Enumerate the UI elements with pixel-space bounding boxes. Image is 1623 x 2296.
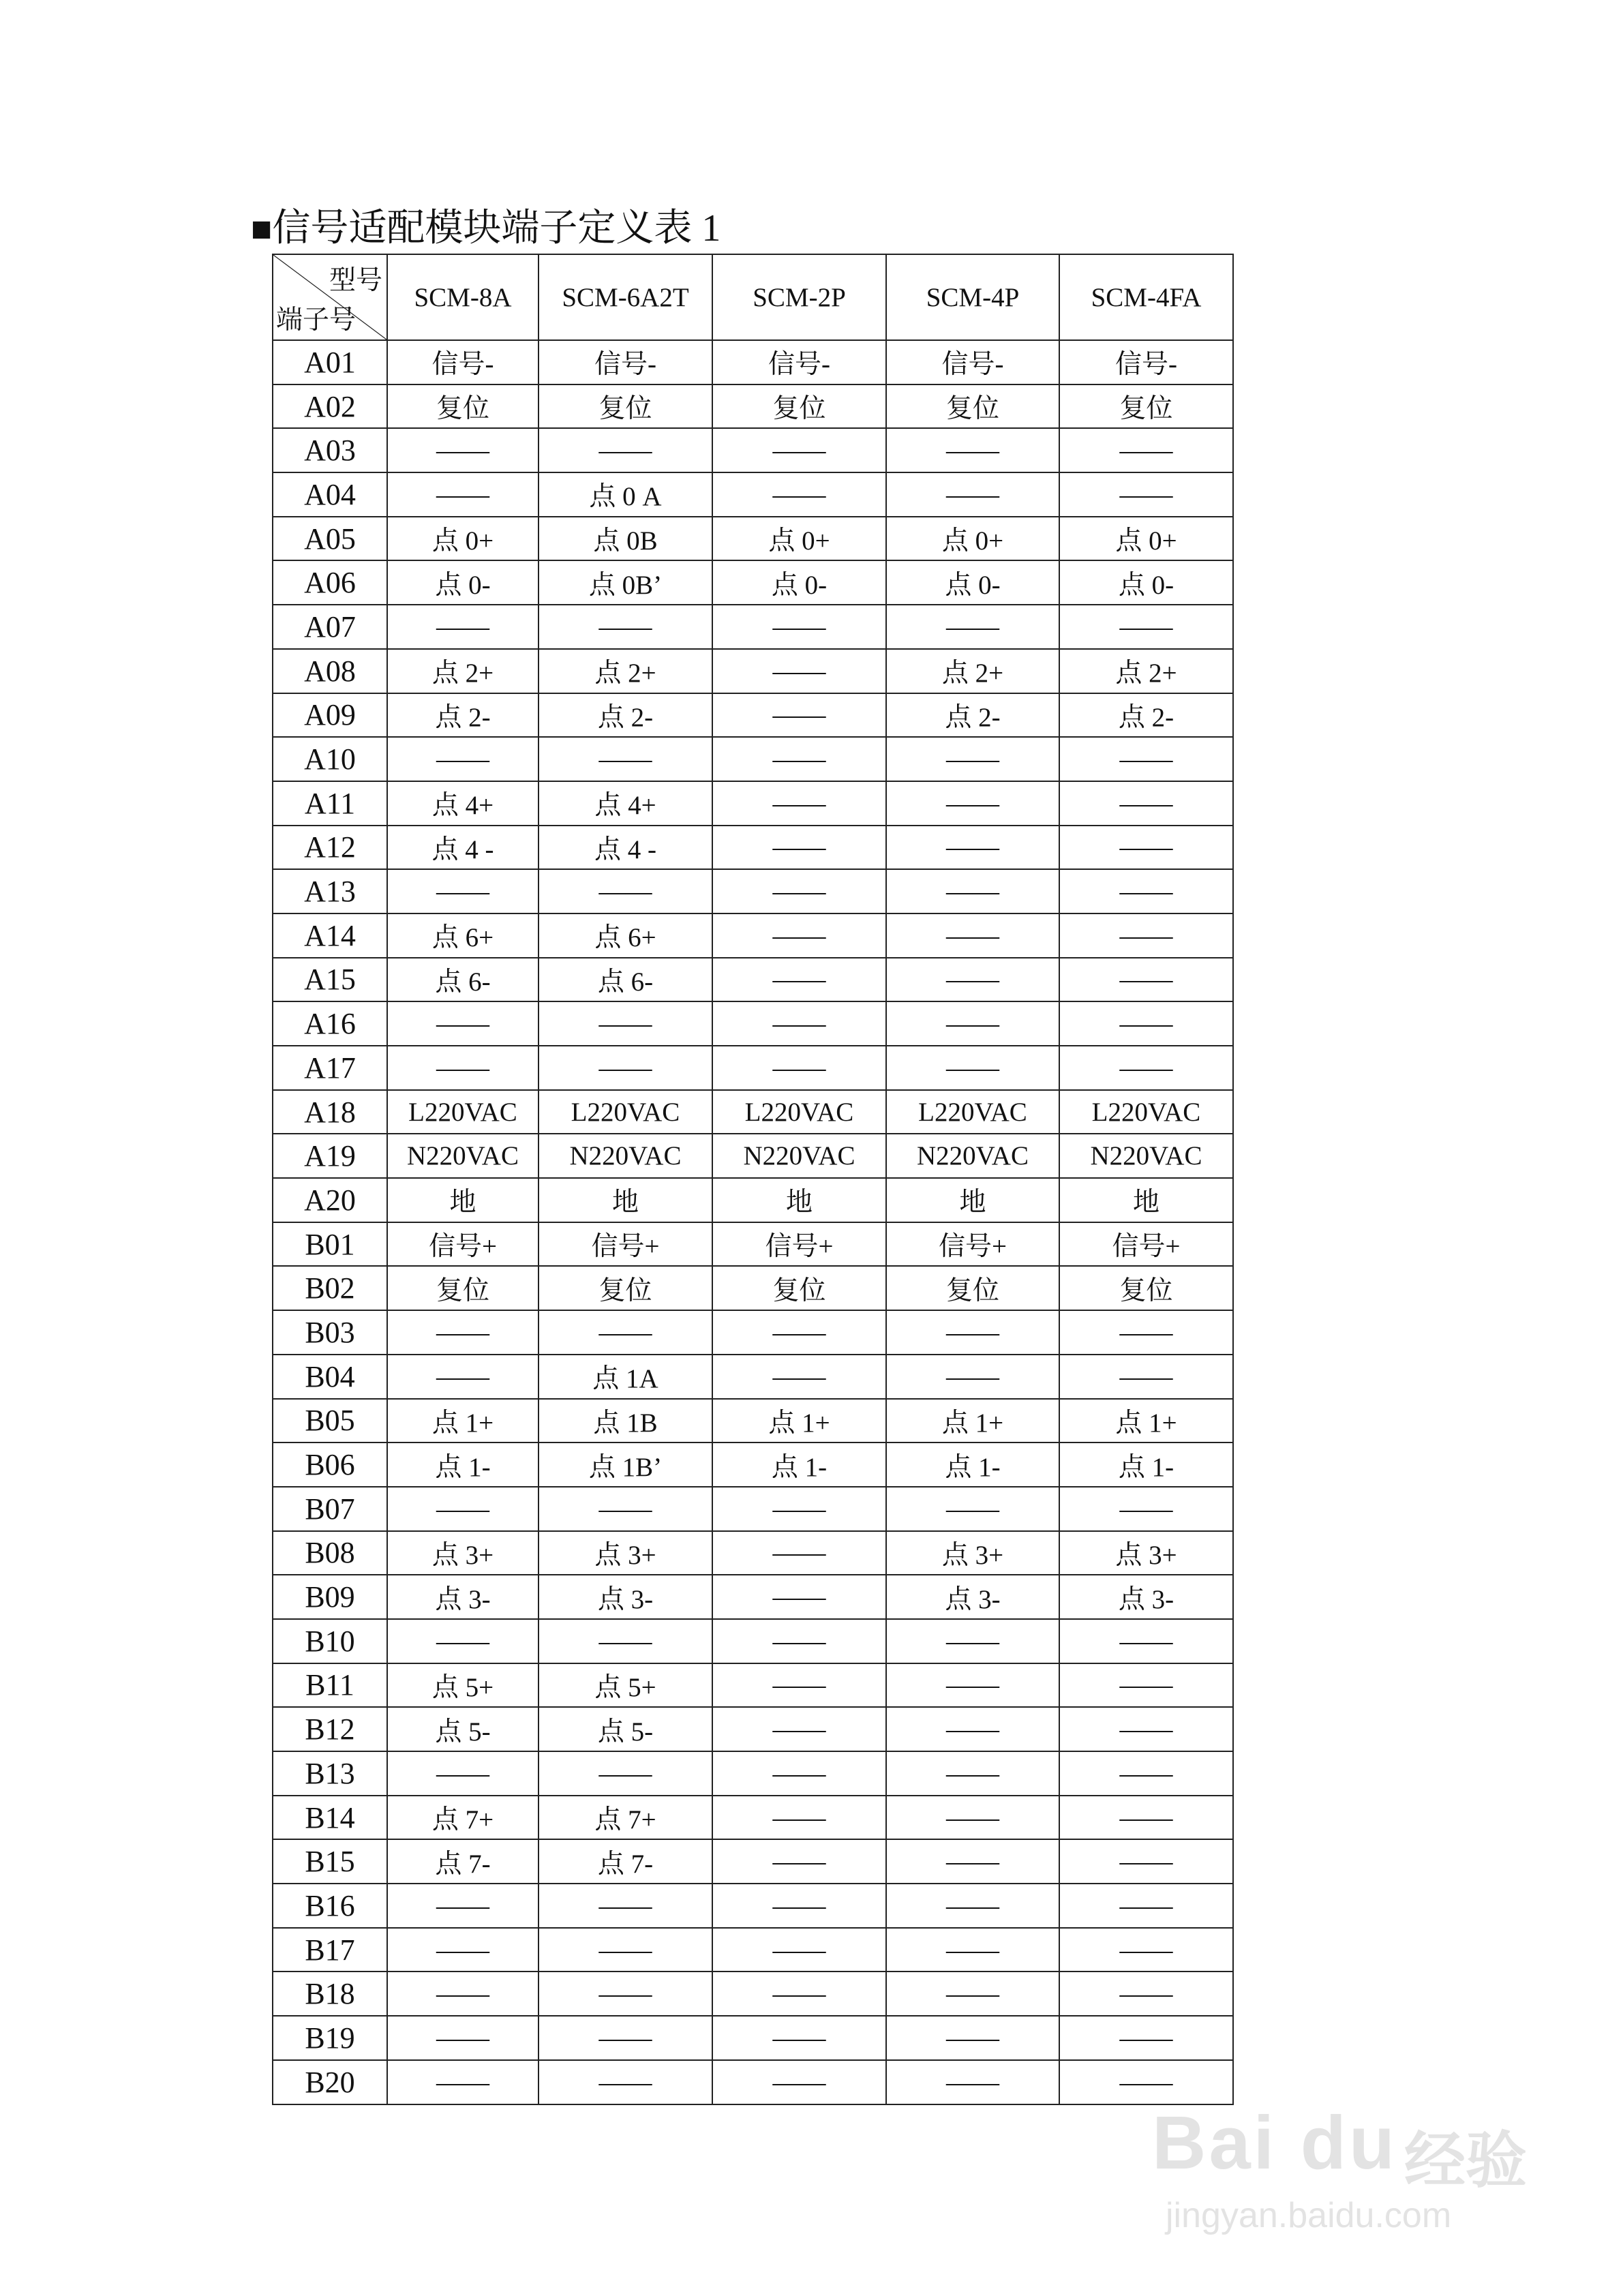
table-cell: 信号- <box>886 340 1059 384</box>
model-header: SCM-4P <box>886 254 1059 340</box>
table-cell: 信号- <box>1059 340 1233 384</box>
table-cell: 点 3+ <box>886 1531 1059 1575</box>
table-cell: 点 1B <box>539 1399 712 1443</box>
table-cell: —— <box>886 1619 1059 1663</box>
table-cell: —— <box>886 1839 1059 1884</box>
table-cell: 复位 <box>387 384 539 429</box>
table-cell: —— <box>1059 1663 1233 1708</box>
table-row <box>273 1796 1233 1840</box>
terminal-label: B01 <box>273 1222 387 1267</box>
table-cell: 点 0- <box>712 560 886 605</box>
table-cell: —— <box>712 428 886 472</box>
table-cell: —— <box>886 1972 1059 2016</box>
table-cell: L220VAC <box>539 1090 712 1134</box>
table-cell: —— <box>1059 428 1233 472</box>
table-cell: —— <box>387 1751 539 1796</box>
table-cell: —— <box>712 826 886 870</box>
terminal-label: B15 <box>273 1839 387 1884</box>
table-cell: —— <box>712 1796 886 1840</box>
table-cell: —— <box>712 1046 886 1090</box>
table-cell: 点 2- <box>387 693 539 738</box>
table-cell: 点 7- <box>539 1839 712 1884</box>
table-cell: —— <box>712 1575 886 1619</box>
table-cell: 点 2+ <box>539 649 712 693</box>
table-cell: —— <box>1059 605 1233 649</box>
table-row <box>273 1619 1233 1663</box>
table-cell: —— <box>1059 1619 1233 1663</box>
table-cell: —— <box>886 1663 1059 1708</box>
terminal-label: B18 <box>273 1972 387 2016</box>
table-cell: —— <box>886 1310 1059 1355</box>
table-cell: 点 1- <box>712 1442 886 1487</box>
table-cell: —— <box>539 1884 712 1928</box>
table-cell: 点 0- <box>886 560 1059 605</box>
table-cell: 点 1A <box>539 1355 712 1399</box>
table-cell: —— <box>1059 1046 1233 1090</box>
table-cell: 点 4 - <box>539 826 712 870</box>
table-cell: 地 <box>539 1178 712 1222</box>
table-row <box>273 913 1233 958</box>
table-cell: —— <box>886 958 1059 1002</box>
table-cell: —— <box>539 1751 712 1796</box>
table-cell: —— <box>886 1001 1059 1046</box>
table-cell: 复位 <box>886 384 1059 429</box>
table-cell: 点 3+ <box>387 1531 539 1575</box>
table-cell: 复位 <box>387 1266 539 1310</box>
table-cell: —— <box>712 1619 886 1663</box>
table-row <box>273 472 1233 517</box>
table-cell: 点 2- <box>886 693 1059 738</box>
watermark-url: jingyan.baidu.com <box>1166 2196 1452 2235</box>
table-cell: 复位 <box>539 384 712 429</box>
table-cell: —— <box>1059 1839 1233 1884</box>
table-cell: 点 3+ <box>539 1531 712 1575</box>
terminal-label: B16 <box>273 1884 387 1928</box>
table-cell: 地 <box>712 1178 886 1222</box>
table-cell: 复位 <box>1059 384 1233 429</box>
table-cell: —— <box>539 605 712 649</box>
table-cell: 点 2+ <box>1059 649 1233 693</box>
table-cell: 点 5+ <box>539 1663 712 1708</box>
table-cell: —— <box>387 1928 539 1972</box>
table-cell: 点 1B’ <box>539 1442 712 1487</box>
table-row <box>273 1972 1233 2016</box>
terminal-label: B06 <box>273 1442 387 1487</box>
table-cell: —— <box>539 428 712 472</box>
terminal-label: A20 <box>273 1178 387 1222</box>
table-cell: 点 1- <box>1059 1442 1233 1487</box>
table-cell: —— <box>886 737 1059 781</box>
terminal-label: A15 <box>273 958 387 1002</box>
table-cell: —— <box>1059 781 1233 826</box>
table-cell: 点 2- <box>539 693 712 738</box>
table-cell: 点 0+ <box>886 517 1059 561</box>
table-row <box>273 384 1233 429</box>
table-cell: —— <box>712 1001 886 1046</box>
table-cell: —— <box>1059 1751 1233 1796</box>
table-cell: 复位 <box>1059 1266 1233 1310</box>
table-cell: —— <box>1059 2016 1233 2060</box>
terminal-label: B11 <box>273 1663 387 1708</box>
table-cell: —— <box>539 1487 712 1531</box>
table-cell: —— <box>712 737 886 781</box>
terminal-label: A05 <box>273 517 387 561</box>
table-row <box>273 1487 1233 1531</box>
table-cell: 点 7- <box>387 1839 539 1884</box>
table-row <box>273 1266 1233 1310</box>
header-row <box>273 254 1233 340</box>
terminal-label: A07 <box>273 605 387 649</box>
table-row <box>273 1178 1233 1222</box>
table-cell: 点 1- <box>886 1442 1059 1487</box>
table-cell: —— <box>387 737 539 781</box>
title-text: 信号适配模块端子定义表 1 <box>272 207 721 250</box>
terminal-label: B04 <box>273 1355 387 1399</box>
terminal-label: A08 <box>273 649 387 693</box>
table-cell: —— <box>886 1707 1059 1751</box>
table-cell: —— <box>712 1707 886 1751</box>
table-cell: N220VAC <box>387 1134 539 1178</box>
table-cell: 地 <box>387 1178 539 1222</box>
terminal-label: A19 <box>273 1134 387 1178</box>
table-cell: —— <box>1059 1487 1233 1531</box>
table-cell: 复位 <box>539 1266 712 1310</box>
table-cell: 信号+ <box>712 1222 886 1267</box>
table-cell: —— <box>387 428 539 472</box>
table-cell: —— <box>886 1751 1059 1796</box>
table-body <box>273 340 1233 2104</box>
terminal-label: B07 <box>273 1487 387 1531</box>
table-cell: —— <box>886 2016 1059 2060</box>
terminal-label: B20 <box>273 2060 387 2104</box>
table-cell: —— <box>387 2016 539 2060</box>
table-cell: —— <box>712 693 886 738</box>
table-cell: 点 6- <box>387 958 539 1002</box>
table-cell: 点 0 A <box>539 472 712 517</box>
table-cell: 点 4 - <box>387 826 539 870</box>
table-cell: 点 0+ <box>712 517 886 561</box>
table-cell: —— <box>712 1663 886 1708</box>
table-cell: 点 2- <box>1059 693 1233 738</box>
model-header: SCM-2P <box>712 254 886 340</box>
table-cell: N220VAC <box>1059 1134 1233 1178</box>
watermark-brand: Bai du <box>1152 2101 1398 2185</box>
terminal-label: A06 <box>273 560 387 605</box>
table-cell: 点 7+ <box>539 1796 712 1840</box>
table-cell: 点 0+ <box>387 517 539 561</box>
table-cell: —— <box>387 1884 539 1928</box>
table-cell: —— <box>886 428 1059 472</box>
table-cell: —— <box>539 1972 712 2016</box>
table-cell: —— <box>539 1046 712 1090</box>
table-row <box>273 1442 1233 1487</box>
table-cell: 复位 <box>886 1266 1059 1310</box>
table-cell: —— <box>712 913 886 958</box>
table-cell: —— <box>712 1751 886 1796</box>
table-cell: —— <box>1059 869 1233 913</box>
terminal-label: B17 <box>273 1928 387 1972</box>
table-cell: 信号+ <box>387 1222 539 1267</box>
page-title <box>251 205 721 254</box>
table-cell: 复位 <box>712 384 886 429</box>
table-cell: —— <box>886 1355 1059 1399</box>
table-cell: —— <box>387 869 539 913</box>
terminal-label: A17 <box>273 1046 387 1090</box>
table-cell: L220VAC <box>886 1090 1059 1134</box>
table-cell: 点 1+ <box>886 1399 1059 1443</box>
table-cell: —— <box>1059 737 1233 781</box>
table-cell: N220VAC <box>886 1134 1059 1178</box>
table-cell: —— <box>1059 958 1233 1002</box>
table-cell: 点 0B <box>539 517 712 561</box>
table-cell: —— <box>387 1355 539 1399</box>
terminal-label: B19 <box>273 2016 387 2060</box>
table-cell: —— <box>1059 1355 1233 1399</box>
table-cell: —— <box>1059 826 1233 870</box>
table-cell: —— <box>539 1001 712 1046</box>
corner-header-cell <box>273 254 387 340</box>
table-cell: 点 3- <box>886 1575 1059 1619</box>
table-cell: —— <box>1059 1310 1233 1355</box>
table-row <box>273 1310 1233 1355</box>
table-row <box>273 1884 1233 1928</box>
table-row <box>273 649 1233 693</box>
table-cell: 信号- <box>539 340 712 384</box>
table-cell: —— <box>712 1972 886 2016</box>
table-row <box>273 1707 1233 1751</box>
table-cell: 点 5+ <box>387 1663 539 1708</box>
terminal-label: A02 <box>273 384 387 429</box>
table-row <box>273 1575 1233 1619</box>
table-row <box>273 1663 1233 1708</box>
table-cell: —— <box>712 1355 886 1399</box>
table-row <box>273 826 1233 870</box>
table-row <box>273 1090 1233 1134</box>
table-row <box>273 1531 1233 1575</box>
terminal-label: B14 <box>273 1796 387 1840</box>
table-cell: 点 0- <box>1059 560 1233 605</box>
table-cell: —— <box>539 1928 712 1972</box>
terminal-label: B13 <box>273 1751 387 1796</box>
table-cell: —— <box>539 1310 712 1355</box>
watermark-product: 经验 <box>1404 2127 1527 2195</box>
table-row <box>273 1399 1233 1443</box>
table-cell: —— <box>1059 1796 1233 1840</box>
table-row <box>273 1222 1233 1267</box>
table-cell: 点 3- <box>1059 1575 1233 1619</box>
table-cell: 点 3+ <box>1059 1531 1233 1575</box>
terminal-label: A13 <box>273 869 387 913</box>
table-cell: —— <box>387 2060 539 2104</box>
table-cell: —— <box>712 1928 886 1972</box>
terminal-label: A18 <box>273 1090 387 1134</box>
table-cell: L220VAC <box>387 1090 539 1134</box>
table-row <box>273 1134 1233 1178</box>
terminal-label: A04 <box>273 472 387 517</box>
table-cell: N220VAC <box>712 1134 886 1178</box>
terminal-label: A10 <box>273 737 387 781</box>
terminal-label: B05 <box>273 1399 387 1443</box>
table-cell: L220VAC <box>712 1090 886 1134</box>
table-cell: —— <box>886 605 1059 649</box>
terminal-label: A16 <box>273 1001 387 1046</box>
table-cell: 点 6+ <box>387 913 539 958</box>
table-cell: —— <box>712 958 886 1002</box>
table-cell: 点 7+ <box>387 1796 539 1840</box>
table-cell: 点 5- <box>539 1707 712 1751</box>
table-cell: —— <box>387 1972 539 2016</box>
table-cell: 信号- <box>712 340 886 384</box>
table-cell: —— <box>886 826 1059 870</box>
terminal-label: B09 <box>273 1575 387 1619</box>
table-cell: 点 3- <box>387 1575 539 1619</box>
terminal-label: B03 <box>273 1310 387 1355</box>
table-cell: 点 1+ <box>387 1399 539 1443</box>
terminal-label: B12 <box>273 1707 387 1751</box>
table-cell: —— <box>539 869 712 913</box>
terminal-label: A09 <box>273 693 387 738</box>
table-cell: —— <box>1059 2060 1233 2104</box>
square-bullet-icon: ■ <box>251 210 273 249</box>
table-cell: 点 1- <box>387 1442 539 1487</box>
terminal-label: A14 <box>273 913 387 958</box>
table-cell: —— <box>387 1619 539 1663</box>
table-cell: 点 6+ <box>539 913 712 958</box>
table-row <box>273 693 1233 738</box>
table-cell: —— <box>712 2060 886 2104</box>
table-row <box>273 1355 1233 1399</box>
table-cell: —— <box>886 869 1059 913</box>
table-row <box>273 1046 1233 1090</box>
table-cell: —— <box>886 913 1059 958</box>
table-row <box>273 1001 1233 1046</box>
table-row <box>273 1839 1233 1884</box>
table-cell: —— <box>712 1531 886 1575</box>
table-cell: —— <box>539 1619 712 1663</box>
table-cell: 点 5- <box>387 1707 539 1751</box>
table-row <box>273 2016 1233 2060</box>
table-cell: —— <box>1059 1707 1233 1751</box>
corner-terminal-label: 端子号 <box>276 305 357 335</box>
terminal-label: B02 <box>273 1266 387 1310</box>
table-cell: —— <box>886 472 1059 517</box>
terminal-label: A01 <box>273 340 387 384</box>
table-cell: 点 0- <box>387 560 539 605</box>
table-cell: —— <box>886 2060 1059 2104</box>
table-cell: —— <box>886 1046 1059 1090</box>
table-cell: 点 4+ <box>539 781 712 826</box>
table-cell: 点 0+ <box>1059 517 1233 561</box>
terminal-label: A12 <box>273 826 387 870</box>
table-cell: —— <box>387 1487 539 1531</box>
table-cell: —— <box>712 605 886 649</box>
table-cell: —— <box>886 1884 1059 1928</box>
table-cell: —— <box>886 1796 1059 1840</box>
table-cell: —— <box>1059 1884 1233 1928</box>
table-cell: N220VAC <box>539 1134 712 1178</box>
table-cell: —— <box>387 1001 539 1046</box>
terminal-label: B10 <box>273 1619 387 1663</box>
table-cell: —— <box>539 737 712 781</box>
table-cell: 点 2+ <box>886 649 1059 693</box>
table-cell: 信号- <box>387 340 539 384</box>
table-cell: 点 6- <box>539 958 712 1002</box>
table-cell: —— <box>886 1928 1059 1972</box>
table-cell: 信号+ <box>539 1222 712 1267</box>
table-cell: 地 <box>1059 1178 1233 1222</box>
table-cell: —— <box>712 1487 886 1531</box>
table-cell: L220VAC <box>1059 1090 1233 1134</box>
table-row <box>273 869 1233 913</box>
table-cell: —— <box>387 1046 539 1090</box>
table-cell: —— <box>387 605 539 649</box>
table-row <box>273 2060 1233 2104</box>
table-cell: —— <box>712 781 886 826</box>
table-row <box>273 605 1233 649</box>
terminal-label: B08 <box>273 1531 387 1575</box>
table-cell: —— <box>712 1884 886 1928</box>
table-cell: —— <box>886 781 1059 826</box>
terminal-definition-table <box>272 254 1234 2105</box>
table-cell: 点 4+ <box>387 781 539 826</box>
table-cell: 点 2+ <box>387 649 539 693</box>
table-cell: —— <box>1059 1972 1233 2016</box>
table-cell: 点 1+ <box>712 1399 886 1443</box>
corner-model-label: 型号 <box>329 266 382 295</box>
table-cell: —— <box>712 869 886 913</box>
table-cell: —— <box>712 472 886 517</box>
table-row <box>273 958 1233 1002</box>
model-header: SCM-8A <box>387 254 539 340</box>
table-cell: —— <box>712 1310 886 1355</box>
table-cell: —— <box>387 1310 539 1355</box>
table-row <box>273 428 1233 472</box>
table-cell: —— <box>387 472 539 517</box>
table-cell: —— <box>1059 1001 1233 1046</box>
table-cell: 点 3- <box>539 1575 712 1619</box>
table-row <box>273 340 1233 384</box>
table-cell: —— <box>712 649 886 693</box>
table-cell: —— <box>886 1487 1059 1531</box>
terminal-label: A11 <box>273 781 387 826</box>
table-cell: —— <box>1059 472 1233 517</box>
table-cell: 点 0B’ <box>539 560 712 605</box>
table-cell: —— <box>539 2060 712 2104</box>
table-cell: —— <box>712 1839 886 1884</box>
table-cell: 点 1+ <box>1059 1399 1233 1443</box>
table-row <box>273 560 1233 605</box>
table-cell: 信号+ <box>886 1222 1059 1267</box>
table-cell: —— <box>1059 1928 1233 1972</box>
table-row <box>273 517 1233 561</box>
table-cell: 复位 <box>712 1266 886 1310</box>
model-header: SCM-4FA <box>1059 254 1233 340</box>
table-row <box>273 1928 1233 1972</box>
table-cell: 地 <box>886 1178 1059 1222</box>
table-cell: 信号+ <box>1059 1222 1233 1267</box>
table-row <box>273 781 1233 826</box>
table-cell: —— <box>539 2016 712 2060</box>
table-cell: —— <box>1059 913 1233 958</box>
table-row <box>273 1751 1233 1796</box>
table-cell: —— <box>712 2016 886 2060</box>
baidu-jingyan-watermark <box>1152 2066 1534 2243</box>
model-header: SCM-6A2T <box>539 254 712 340</box>
table-row <box>273 737 1233 781</box>
terminal-label: A03 <box>273 428 387 472</box>
